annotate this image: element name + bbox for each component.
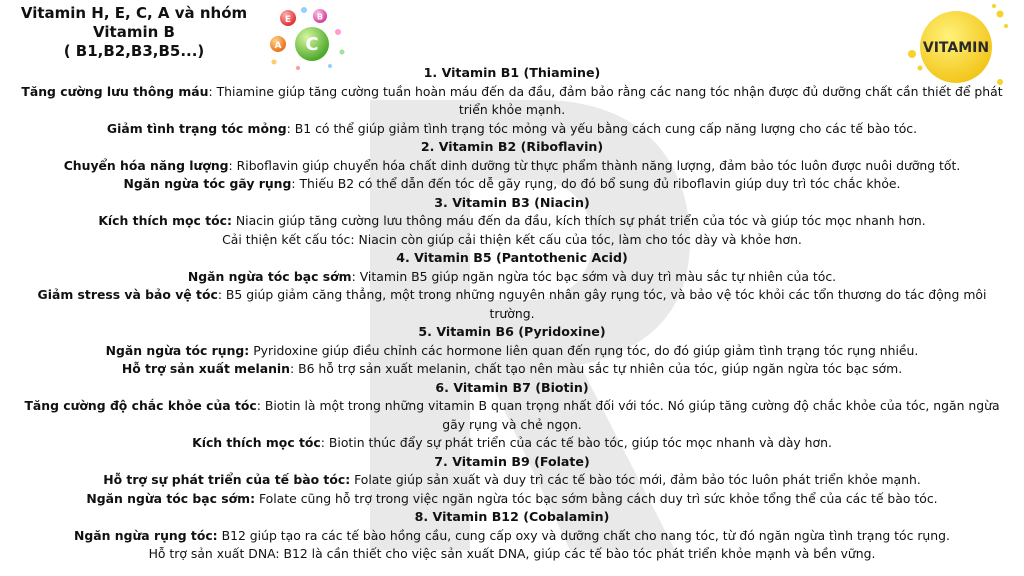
benefit-label: Ngăn ngừa tóc rụng: (105, 342, 250, 358)
benefit-text: Pyridoxine giúp điều chỉnh các hormone liên quan đến rụng tóc, do đó giúp giảm tình trạng tóc rụng nhiều. (249, 342, 919, 358)
benefit-line (20, 545, 1004, 564)
benefit-label: Hỗ trợ sự phát triển của tế bào tóc: (103, 472, 351, 487)
benefit-label: Tăng cường độ chắc khỏe của tóc (24, 398, 257, 413)
benefit-text: : Thiếu B2 có thể dẫn đến tóc dễ gãy rụng, do đó bổ sung đủ riboflavin giúp duy trì tóc chắc khỏe. (291, 176, 901, 191)
decor-dot (997, 11, 1004, 18)
benefit-label: Ngăn ngừa tóc bạc sớm: (86, 490, 256, 506)
benefit-label: Giảm tình trạng tóc mỏng (106, 120, 287, 136)
section-b2 (20, 138, 1004, 194)
benefit-line (20, 83, 1004, 120)
vitamin-badge-label: VITAMIN (922, 40, 990, 56)
benefit-line (20, 397, 1004, 434)
section-heading: 2. Vitamin B2 (Riboflavin) (420, 139, 604, 154)
benefit-line (20, 120, 1004, 139)
page-title (4, 4, 264, 61)
benefit-line (20, 157, 1004, 176)
benefit-label: Giảm stress và bảo vệ tóc (37, 287, 218, 302)
vitamin-c-label: C (305, 34, 319, 55)
benefit-text: : Biotin thúc đẩy sự phát triển của các tế bào tóc, giúp tóc mọc nhanh và dày hơn. (320, 435, 832, 450)
benefit-text: : B6 hỗ trợ sản xuất melanin, chất tạo nên màu sắc tự nhiên của tóc, giúp ngăn ngừa tóc bạc sớm. (290, 361, 903, 376)
benefit-line (20, 360, 1004, 379)
section-b3 (20, 194, 1004, 250)
benefit-text: : Biotin là một trong những vitamin B quan trọng nhất đối với tóc. Nó giúp tăng cường độ chắc khỏe của tóc, ngăn ngừa gãy rụng và chẻ ngọn. (256, 398, 1000, 432)
section-heading: 4. Vitamin B5 (Pantothenic Acid) (396, 250, 628, 265)
section-heading: 5. Vitamin B6 (Pyridoxine) (418, 324, 606, 339)
vitamin-b-label: B (316, 12, 324, 22)
benefit-line (20, 527, 1004, 546)
benefit-label: Kích thích mọc tóc: (98, 213, 232, 228)
section-heading: 7. Vitamin B9 (Folate) (434, 453, 590, 469)
section-b7 (20, 379, 1004, 453)
benefit-text: : Vitamin B5 giúp ngăn ngừa tóc bạc sớm và duy trì màu sắc tự nhiên của tóc. (351, 268, 837, 284)
benefit-text: Cải thiện kết cấu tóc: Niacin còn giúp cải thiện kết cấu của tóc, làm cho tóc dày và khỏe hơn. (222, 231, 802, 247)
benefit-line (20, 231, 1004, 250)
section-b9 (20, 453, 1004, 509)
benefit-line (20, 286, 1004, 323)
title-line-1: Vitamin H, E, C, A và nhóm (20, 4, 248, 22)
benefit-label: Ngăn ngừa rụng tóc: (74, 527, 218, 543)
decor-dot (908, 50, 916, 58)
benefit-label: Kích thích mọc tóc (192, 435, 321, 450)
benefit-label: Ngăn ngừa tóc gãy rụng (123, 176, 292, 191)
decor-dot (340, 50, 345, 55)
benefit-label: Hỗ trợ sản xuất melanin (121, 361, 290, 376)
benefit-text: Folate cũng hỗ trợ trong việc ngăn ngừa tóc bạc sớm bằng cách duy trì sức khỏe tổng thể của các tế bào tóc. (255, 490, 938, 506)
benefit-line (20, 212, 1004, 231)
benefit-text: : Riboflavin giúp chuyển hóa chất dinh dưỡng từ thực phẩm thành năng lượng, đảm bảo tóc luôn được nuôi dưỡng tốt. (228, 157, 961, 173)
benefit-text: Hỗ trợ sản xuất DNA: B12 là cần thiết cho việc sản xuất DNA, giúp các tế bào tóc phát triển khỏe mạnh và bền vững. (148, 546, 876, 561)
benefit-line (20, 434, 1004, 453)
section-heading: 6. Vitamin B7 (Biotin) (435, 379, 589, 395)
decor-dot (301, 7, 307, 13)
benefit-text: Folate giúp sản xuất và duy trì các tế bào tóc mới, đảm bảo tóc luôn phát triển khỏe mạnh. (350, 472, 921, 487)
section-b5 (20, 249, 1004, 323)
section-heading: 3. Vitamin B3 (Niacin) (434, 194, 590, 210)
vitamin-b-list (20, 64, 1004, 564)
title-line-2: Vitamin B (93, 23, 175, 41)
benefit-line (20, 268, 1004, 287)
title-line-3: ( B1,B2,B3,B5...) (63, 42, 205, 60)
decor-dot (992, 4, 996, 8)
benefit-text: Niacin giúp tăng cường lưu thông máu đến da đầu, kích thích sự phát triển của tóc và giúp tóc mọc nhanh hơn. (231, 213, 926, 228)
benefit-line (20, 471, 1004, 490)
decor-dot (335, 29, 341, 35)
benefit-label: Tăng cường lưu thông máu (21, 83, 209, 99)
section-b6 (20, 323, 1004, 379)
section-heading: 1. Vitamin B1 (Thiamine) (423, 65, 601, 80)
benefit-text: B12 giúp tạo ra các tế bào hồng cầu, cung cấp oxy và dưỡng chất cho nang tóc, từ đó ngăn ngừa tình trạng tóc rụng. (217, 527, 950, 543)
benefit-line (20, 175, 1004, 194)
vitamin-a-label: A (274, 41, 282, 51)
section-b12 (20, 508, 1004, 564)
benefit-label: Chuyển hóa năng lượng (63, 157, 229, 173)
benefit-text: : Thiamine giúp tăng cường tuần hoàn máu đến da đầu, đảm bảo rằng các nang tóc nhận được đủ dưỡng chất cần thiết để phát triển khỏe mạnh. (208, 83, 1003, 117)
benefit-line (20, 342, 1004, 361)
benefit-text: : B1 có thể giúp giảm tình trạng tóc mỏng và yếu bằng cách cung cấp năng lượng cho các tế bào tóc. (286, 120, 918, 136)
section-heading: 8. Vitamin B12 (Cobalamin) (414, 509, 610, 524)
decor-dot (1004, 24, 1008, 28)
section-b1 (20, 64, 1004, 138)
benefit-line (20, 490, 1004, 509)
benefit-text: : B5 giúp giảm căng thẳng, một trong những nguyên nhân gây rụng tóc, và bảo vệ tóc khỏi các tổn thương do tác động môi trường. (217, 287, 987, 321)
benefit-label: Ngăn ngừa tóc bạc sớm (187, 268, 352, 284)
vitamin-e-label: E (284, 15, 292, 25)
